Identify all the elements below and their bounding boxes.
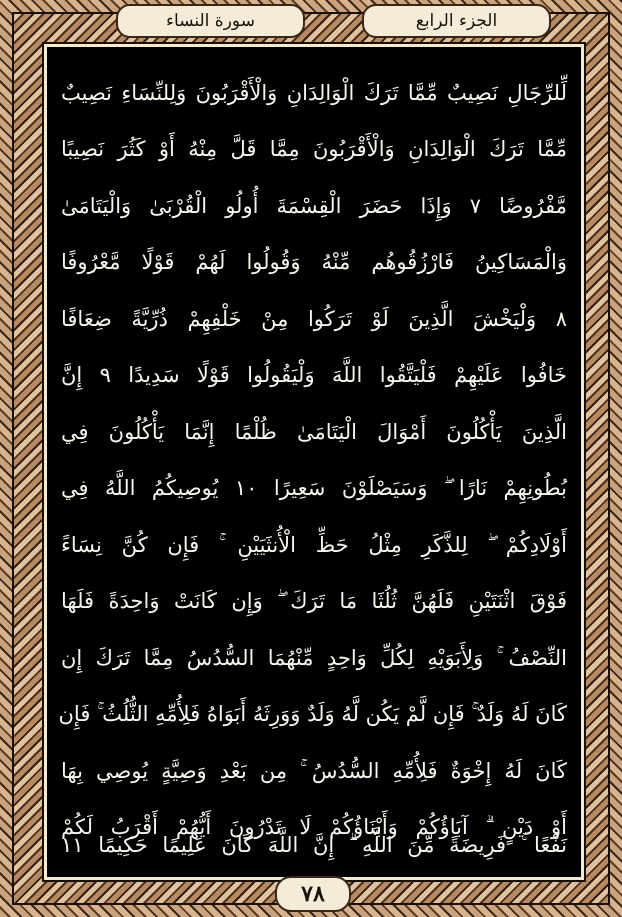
text-line: النِّصْفُ ۚ وَلِأَبَوَيْهِ لِكُلِّ وَاحِدٍ مِّنْهُمَا السُّدُسُ مِمَّا تَرَكَ إِن: [61, 646, 567, 670]
page-header: [0, 0, 622, 40]
quran-text-panel: [44, 44, 584, 880]
text-line: كَانَ لَهُ وَلَدٌ ۚ فَإِن لَّمْ يَكُن لَّهُ وَلَدٌ وَوَرِثَهُ أَبَوَاهُ فَلِأُمِّهِ الثُّلُثُ ۚ فَإِن: [58, 702, 567, 726]
text-line: ٨ وَلْيَخْشَ الَّذِينَ لَوْ تَرَكُوا مِنْ خَلْفِهِمْ ذُرِّيَّةً ضِعَافًا: [61, 307, 567, 331]
text-line: أَوْ دَيْنٍ ۗ آبَاؤُكُمْ وَأَبْنَاؤُكُمْ لَا تَدْرُونَ أَيُّهُمْ أَقْرَبُ لَكُمْ: [61, 815, 567, 839]
page-number: ٧٨: [275, 876, 351, 912]
surah-title: سورة النساء: [116, 4, 305, 38]
text-line: الَّذِينَ يَأْكُلُونَ أَمْوَالَ الْيَتَامَىٰ ظُلْمًا إِنَّمَا يَأْكُلُونَ فِي: [61, 420, 567, 444]
text-line: خَافُوا عَلَيْهِمْ فَلْيَتَّقُوا اللَّهَ وَلْيَقُولُوا قَوْلًا سَدِيدًا ٩ إِنَّ: [61, 363, 567, 387]
text-line: أَوْلَادِكُمْ ۖ لِلذَّكَرِ مِثْلُ حَظِّ الْأُنثَيَيْنِ ۚ فَإِن كُنَّ نِسَاءً: [61, 533, 567, 557]
text-line: كَانَ لَهُ إِخْوَةٌ فَلِأُمِّهِ السُّدُسُ ۚ مِن بَعْدِ وَصِيَّةٍ يُوصِي بِهَا: [61, 759, 567, 783]
text-line: لِّلرِّجَالِ نَصِيبٌ مِّمَّا تَرَكَ الْوَالِدَانِ وَالْأَقْرَبُونَ وَلِلنِّسَاءِ نَصِيبٌ: [61, 81, 567, 105]
text-line: وَالْمَسَاكِينُ فَارْزُقُوهُم مِّنْهُ وَقُولُوا لَهُمْ قَوْلًا مَّعْرُوفًا: [61, 250, 567, 274]
text-line: فَوْقَ اثْنَتَيْنِ فَلَهُنَّ ثُلُثَا مَا تَرَكَ ۖ وَإِن كَانَتْ وَاحِدَةً فَلَهَا: [61, 589, 567, 613]
juz-title: الجزء الرابع: [362, 4, 551, 38]
text-line: مَّفْرُوضًا ٧ وَإِذَا حَضَرَ الْقِسْمَةَ أُولُو الْقُرْبَىٰ وَالْيَتَامَىٰ: [61, 194, 567, 218]
text-line: بُطُونِهِمْ نَارًا ۖ وَسَيَصْلَوْنَ سَعِيرًا ١٠ يُوصِيكُمُ اللَّهُ فِي: [61, 476, 567, 500]
text-line: نَفْعًا ۚ فَرِيضَةً مِّنَ اللَّهِ ۗ إِنَّ اللَّهَ كَانَ عَلِيمًا حَكِيمًا ١١: [61, 833, 567, 857]
text-line: مِّمَّا تَرَكَ الْوَالِدَانِ وَالْأَقْرَبُونَ مِمَّا قَلَّ مِنْهُ أَوْ كَثُرَ نَصِيبًا: [61, 137, 567, 161]
verse-lines: [58, 57, 567, 867]
